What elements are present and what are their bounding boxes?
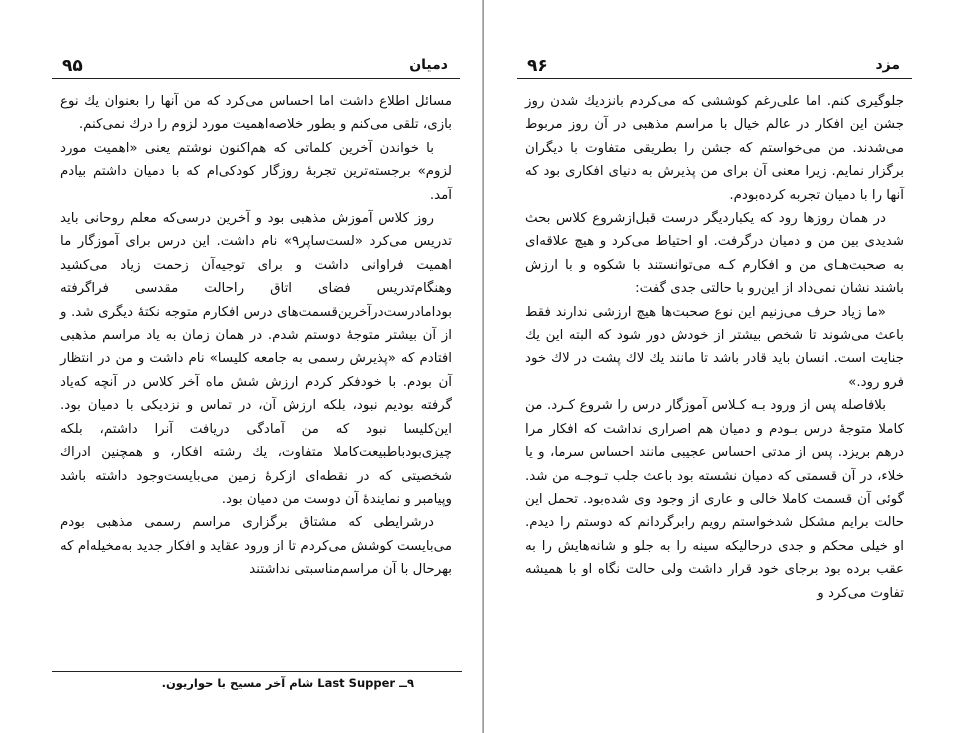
left-page-header: [52, 52, 460, 79]
paragraph: روز کلاس آموزش مذهبی بود و آخرین درسی‌که معلم روحانی باید تدریس می‌کرد «لست‌ساپر۹» نام داشت. این درس برای آموزگار ما اهمیت فراوانی داشت و برای توجیه‌آن زحمت زیاد می‌کشید وهنگام‌تدریس فضای اتاق راحالت مقدسی فراگرفته بودامادرست‌درآخرین‌قسمت‌های درس افکارم متوجه نکتهٔ دیگری شد. و از آن بیشتر متوجهٔ دوستم شدم. در همان زمان به یاد مراسم مذهبی افتادم که «پذیرش رسمی به جامعه کلیسا» نام داشت و من در انتظار آن بودم. با خودفکر کردم ارزش شش ماه آخر کلاس در آنچه که‌یاد گرفته بودیم نبود، بلکه ارزش آن، در تماس و نزدیکی با دمیان بود. این‌کلیسا نبود که من آمادگی دریافت آنرا داشتم، بلکه چیزی‌بودباطبیعت‌کاملا متفاوت، یك رشته افکار، و همچنین ادراك شخصیتی که در نقطه‌ای ازکرهٔ زمین می‌بایست‌وجود داشته باشد وپیامبر و نمایندهٔ آن دوست من دمیان بود.: [60, 211, 452, 507]
paragraph: درشرایطی که مشتاق برگزاری مراسم رسمی مذهبی بودم می‌بایست کوشش می‌کردم تا از ورود عقاید و افکار جدید به‌مخیله‌ام که بهرحال با آن مراسم‌مناسبتی نداشتند: [60, 515, 452, 578]
right-page-body: [525, 90, 904, 605]
running-title: دمیان: [409, 57, 448, 73]
left-page: [52, 0, 460, 733]
footnote: ۹ــ Last Supper شام آخر مسیح با حواریون.: [161, 676, 414, 690]
page-number: ۹۵: [62, 56, 83, 76]
left-page-body: [60, 90, 452, 582]
paragraph: با خواندن آخرین کلماتی که هم‌اکنون نوشتم یعنی «اهمیت مورد لزوم» برجسته‌ترین تجربهٔ روزگار کودکی‌ام که با دمیان داشتم بیادم آمد.: [60, 140, 452, 203]
footnote-divider: [52, 671, 462, 672]
right-page: [517, 0, 912, 733]
paragraph: مسائل اطلاع داشت اما احساس می‌کرد که من آنها را بعنوان یك نوع بازی، تلقی می‌کنم و بطور خلاصه‌اهمیت مورد لزوم را درك نمی‌کنم.: [60, 94, 452, 133]
right-page-header: [517, 52, 912, 79]
running-title: مزد: [875, 57, 900, 73]
book-gutter: [482, 0, 484, 733]
page-number: ۹۶: [527, 56, 548, 76]
paragraph: جلوگیری کنم. اما علی‌رغم کوششی که می‌کردم بانزدیك شدن روز جشن این افکار در عالم خیال با مراسم مذهبی در آن روز مربوط می‌شدند. من می‌خواستم که جشن را بطریقی متفاوت با دیگران برگزار نمایم. زیرا معنی آن برای من پذیرش به دنیای افکاری بود که آنها را با دمیان تجربه کرده‌بودم.: [525, 94, 904, 203]
paragraph: در همان روزها رود که یکباردیگر درست قبل‌ازشروع کلاس بحث شدیدی بین من و دمیان درگرفت. او احتیاط می‌کرد و هیچ علاقه‌ای به صحبت‌هـای من و افکارم کـه می‌توانستند با شکوه و با ارزش باشند نشان نمی‌داد از این‌رو با حالتی جدی گفت:: [525, 211, 904, 297]
paragraph: بلافاصله پس از ورود بـه کـلاس آموزگار درس را شروع کـرد. من کاملا متوجهٔ درس بـودم و دمیان هم اصراری نداشت که افکار مرا درهم بریزد. پس از مدتی احساس عجیبی مانند احساس سرما، و یا خلاء، در آن قسمتی که دمیان نشسته بود باعث جلب تـوجـه من شد. گوئی آن قسمت کاملا خالی و عاری از وجود وی شده‌بود. تحمل این حالت برایم مشکل شدخواستم رویم رابرگردانم که دوستم را دیدم. او خیلی محکم و جدی درحالیکه سینه را به جلو و شانه‌هایش را به عقب برده بود برجای خود قرار داشت ولی حالت نگاه او با همیشه تفاوت می‌کرد و: [525, 398, 904, 601]
quoted-paragraph: «ما زیاد حرف می‌زنیم این نوع صحبت‌ها هیچ ارزشی ندارند فقط باعث می‌شوند تا شخص بیشتر از خودش دور شود که البته این یك جنایت است. انسان باید قادر باشد تا مانند یك لاك پشت در لاك خود فرو رود.»: [525, 304, 904, 390]
